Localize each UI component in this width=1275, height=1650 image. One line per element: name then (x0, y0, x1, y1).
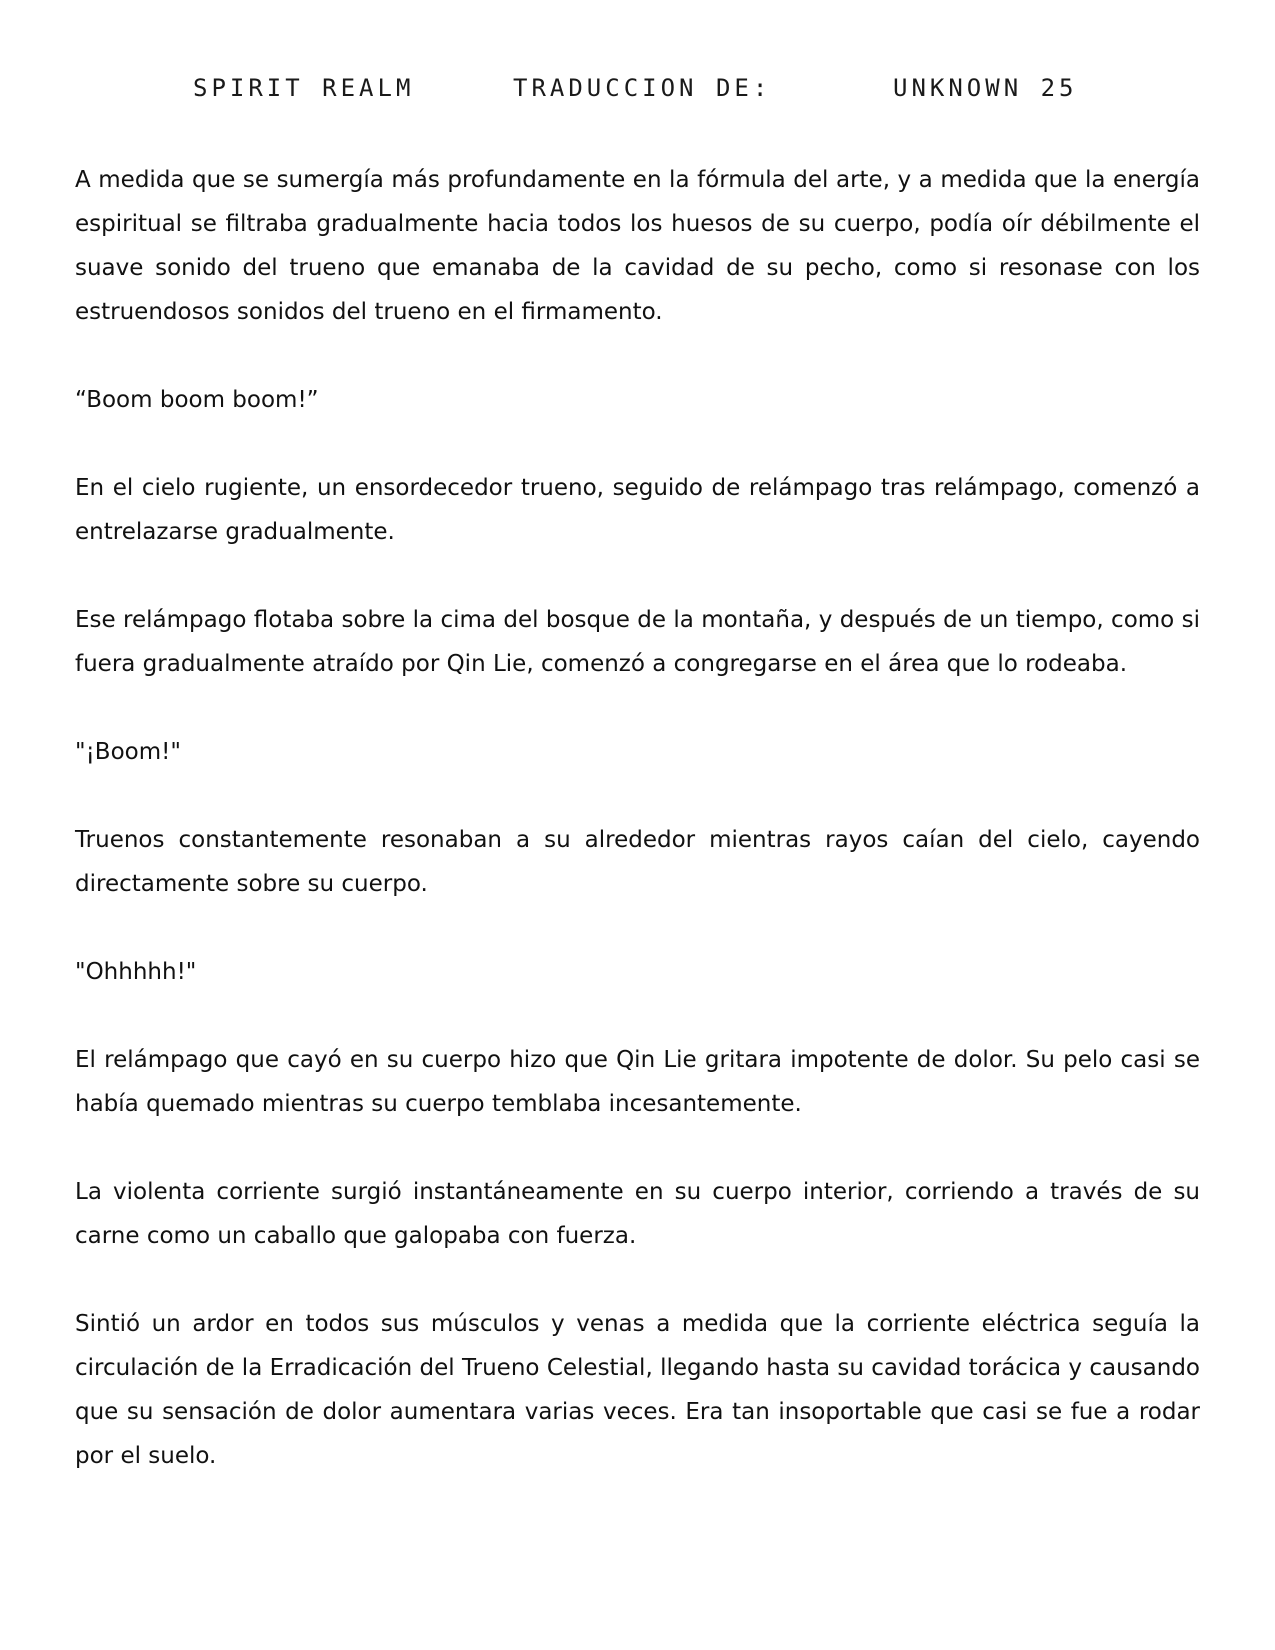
series-title: SPIRIT REALM (193, 74, 415, 102)
paragraph: "Ohhhhh!" (75, 959, 197, 985)
document-body (75, 158, 1200, 1522)
paragraph: Ese relámpago flotaba sobre la cima del bosque de la montaña, y después de un tiempo, como si fuera gradualmente atraído por Qin Lie, comenzó a congregarse en el área que lo rodeaba. (75, 607, 1200, 677)
page-header (0, 74, 1275, 108)
paragraph: El relámpago que cayó en su cuerpo hizo que Qin Lie gritara impotente de dolor. Su pelo casi se había quemado mientras su cuerpo temblaba incesantemente. (75, 1047, 1200, 1117)
paragraph: "¡Boom!" (75, 739, 181, 765)
translation-label: TRADUCCION DE: (513, 74, 772, 102)
paragraph: En el cielo rugiente, un ensordecedor trueno, seguido de relámpago tras relámpago, comenzó a entrelazarse gradualmente. (75, 475, 1200, 545)
paragraph: La violenta corriente surgió instantáneamente en su cuerpo interior, corriendo a través de su carne como un caballo que galopaba con fuerza. (75, 1179, 1200, 1249)
paragraph: Truenos constantemente resonaban a su alrededor mientras rayos caían del cielo, cayendo directamente sobre su cuerpo. (75, 827, 1200, 897)
paragraph: A medida que se sumergía más profundamente en la fórmula del arte, y a medida que la energía espiritual se filtraba gradualmente hacia todos los huesos de su cuerpo, podía oír débilmente el suave sonido del trueno que emanaba de la cavidad de su pecho, como si resonase con los estruendosos sonidos del trueno en el firmamento. (75, 167, 1200, 325)
paragraph: Sintió un ardor en todos sus músculos y venas a medida que la corriente eléctrica seguía la circulación de la Erradicación del Trueno Celestial, llegando hasta su cavidad torácica y causando que su sensación de dolor aumentara varias veces. Era tan insoportable que casi se fue a rodar por el suelo. (75, 1311, 1200, 1469)
paragraph: “Boom boom boom!” (75, 387, 319, 413)
translator-name: UNKNOWN 25 (893, 74, 1078, 102)
